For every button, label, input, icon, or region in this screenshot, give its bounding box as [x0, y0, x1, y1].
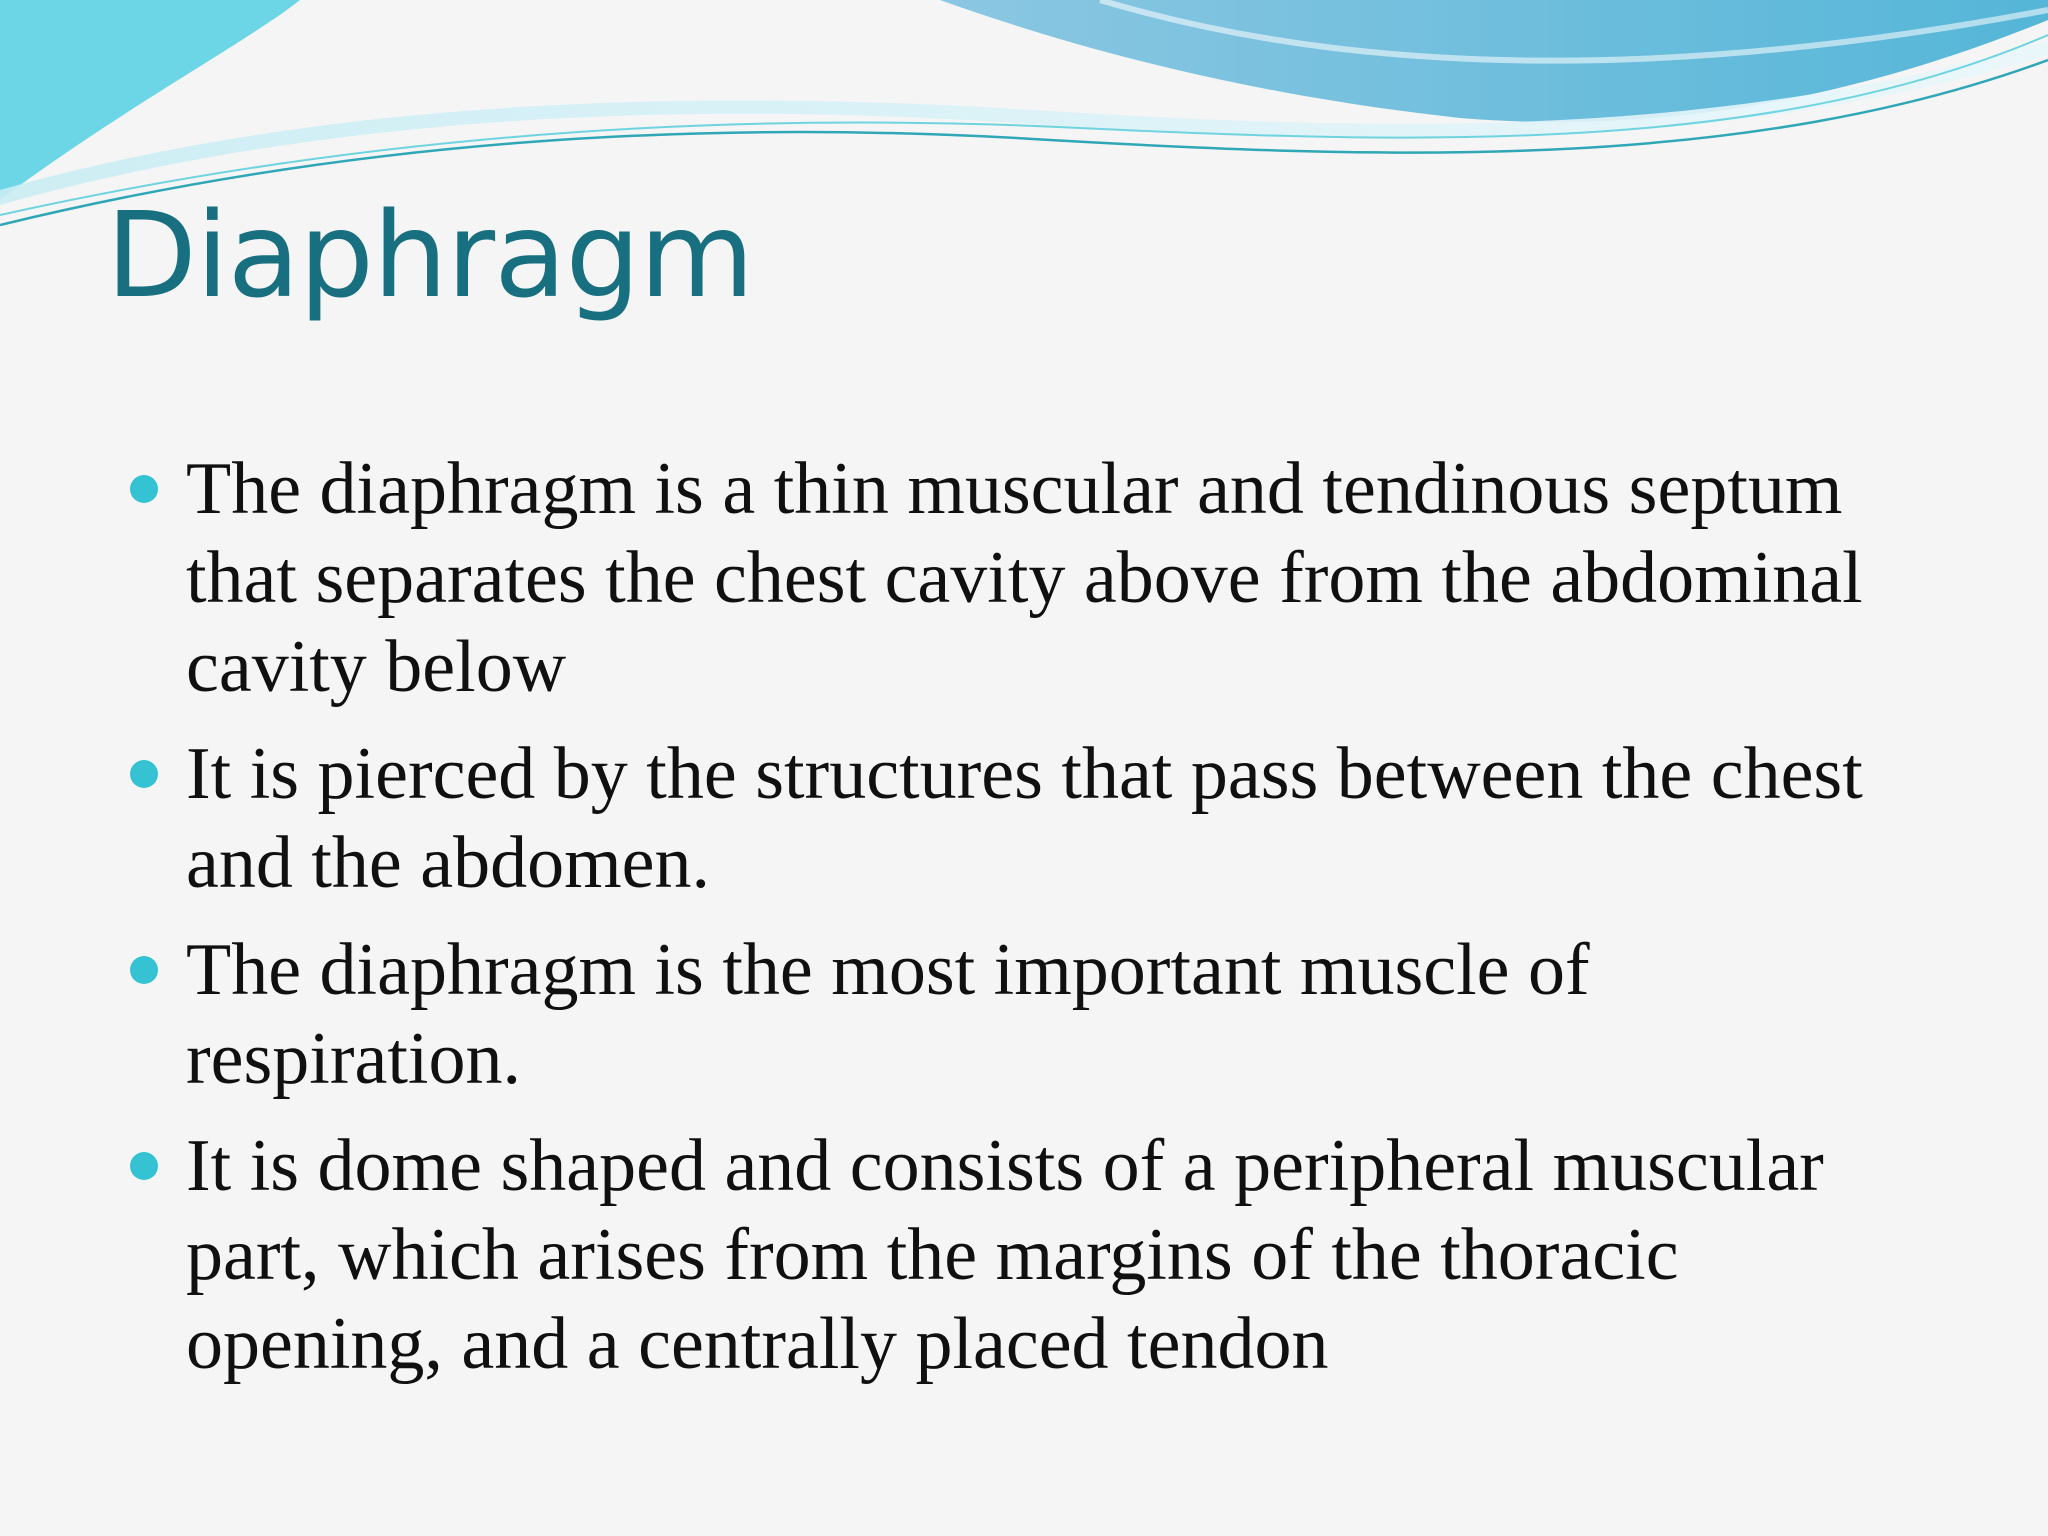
bullet-dot-icon: [130, 475, 158, 503]
bullet-item: [130, 445, 1910, 712]
bullet-dot-icon: [130, 956, 158, 984]
bullet-text: The diaphragm is a thin muscular and tendinous septum that separates the chest cavity above from the abdominal cavity below: [186, 448, 1863, 708]
bullet-item: [130, 1122, 1910, 1389]
bullet-dot-icon: [130, 1152, 158, 1180]
bullet-item: [130, 730, 1910, 908]
bullet-list: [130, 445, 1910, 1407]
bullet-text: It is pierced by the structures that pass between the chest and the abdomen.: [186, 733, 1863, 904]
slide-title: Diaphragm: [106, 186, 754, 324]
bullet-dot-icon: [130, 760, 158, 788]
bullet-item: [130, 926, 1910, 1104]
bullet-text: It is dome shaped and consists of a peripheral muscular part, which arises from the margins of the thoracic opening, and a centrally placed tendon: [186, 1125, 1824, 1385]
bullet-text: The diaphragm is the most important muscle of respiration.: [186, 929, 1590, 1100]
